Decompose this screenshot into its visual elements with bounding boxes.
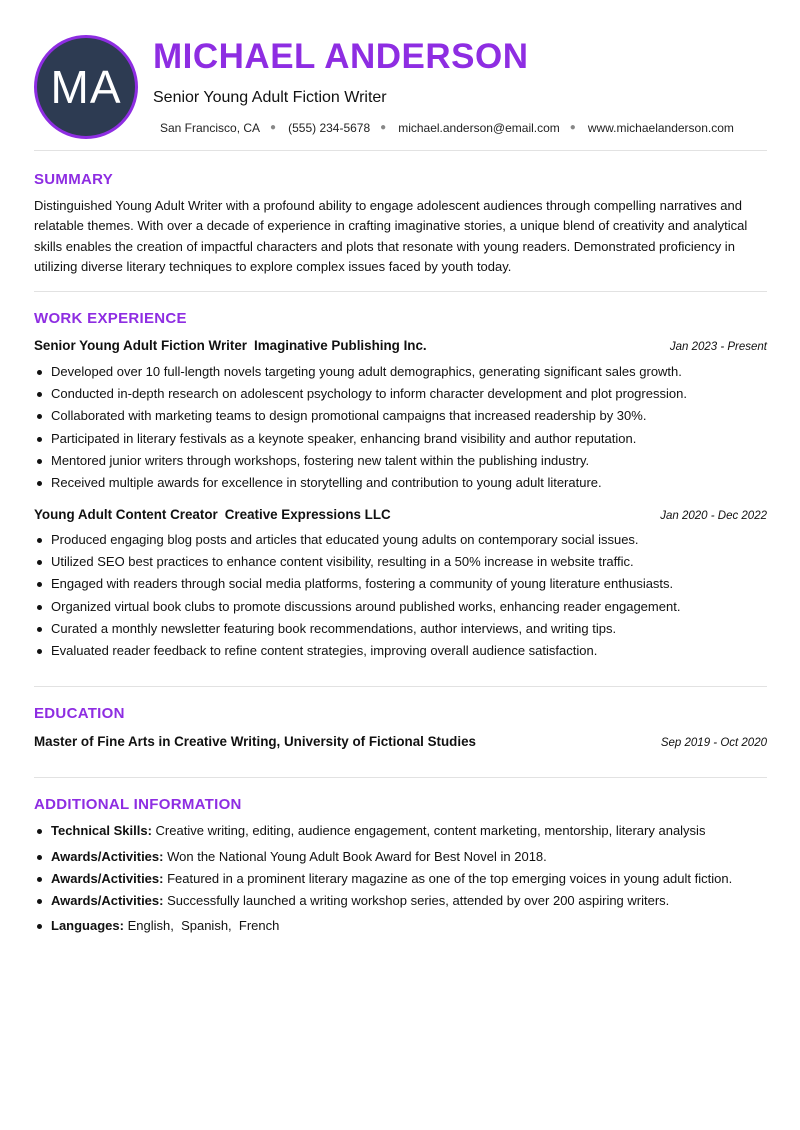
- job-bullets: [34, 363, 774, 496]
- list-item: Developed over 10 full-length novels targeting young adult demographics, generating significant sales growth.: [34, 363, 774, 385]
- contact-email[interactable]: michael.anderson@email.com: [398, 121, 560, 135]
- list-item: Participated in literary festivals as a keynote speaker, enhancing brand visibility and author reputation.: [34, 430, 774, 452]
- job-dates: Jan 2023 - Present: [669, 341, 767, 353]
- summary-text: Distinguished Young Adult Writer with a profound ability to engage adolescent audiences through compelling narratives and relatable themes. With over a decade of experience in crafting imaginative stories, a unique blend of creativity and analytical skills enables the creation of impactful characters and plots that resonate with young readers. Demonstrated proficiency in utilizing diverse literary techniques to explore complex issues faced by youth today.: [34, 198, 748, 274]
- job-role: Senior Young Adult Fiction Writer: [34, 338, 248, 353]
- info-value: English, Spanish, French: [127, 918, 280, 934]
- list-item: Mentored junior writers through workshops, fostering new talent within the publishing industry.: [34, 452, 774, 474]
- job-role: Young Adult Content Creator: [34, 507, 218, 522]
- summary-heading: SUMMARY: [34, 171, 114, 188]
- contact-location: San Francisco, CA: [160, 121, 261, 135]
- divider: [34, 686, 767, 687]
- info-value: Won the National Young Adult Book Award for Best Novel in 2018.: [167, 848, 547, 864]
- job-company: Creative Expressions LLC: [224, 507, 391, 522]
- candidate-name: MICHAEL ANDERSON: [153, 37, 529, 76]
- separator-dot-icon: ●: [270, 122, 277, 133]
- work-experience-heading: WORK EXPERIENCE: [34, 310, 187, 327]
- divider: [34, 150, 767, 151]
- info-value: Featured in a prominent literary magazine as one of the top emerging voices in young adult fiction.: [167, 870, 733, 886]
- info-value: Creative writing, editing, audience engagement, content marketing, mentorship, literary analysis: [155, 823, 706, 838]
- additional-info-heading: ADDITIONAL INFORMATION: [34, 796, 242, 813]
- list-item: Curated a monthly newsletter featuring book recommendations, author interviews, and writing tips.: [34, 620, 774, 642]
- contact-phone[interactable]: (555) 234-5678: [288, 121, 371, 135]
- list-item: Received multiple awards for excellence in storytelling and contribution to young adult literature.: [34, 474, 774, 496]
- job-title-company: [34, 506, 391, 524]
- info-label: Technical Skills:: [51, 823, 152, 838]
- contact-bar: [160, 120, 734, 136]
- divider: [34, 777, 767, 778]
- list-item: [34, 822, 774, 848]
- job-header: [34, 506, 767, 525]
- job-dates: Jan 2020 - Dec 2022: [660, 510, 767, 522]
- education-entry: [34, 733, 767, 752]
- job-company: Imaginative Publishing Inc.: [254, 338, 427, 353]
- info-label: Awards/Activities:: [51, 870, 164, 886]
- list-item: [34, 917, 774, 939]
- education-heading: EDUCATION: [34, 705, 125, 722]
- separator-dot-icon: ●: [569, 122, 576, 133]
- list-item: [34, 848, 774, 870]
- list-item: Collaborated with marketing teams to design promotional campaigns that increased readership by 30%.: [34, 407, 774, 429]
- additional-info-list: [34, 822, 774, 940]
- avatar: [34, 35, 138, 139]
- job-title-company: [34, 337, 427, 355]
- contact-website[interactable]: www.michaelanderson.com: [587, 121, 734, 135]
- education-dates: Sep 2019 - Oct 2020: [660, 737, 767, 749]
- list-item: Produced engaging blog posts and articles that educated young adults on contemporary social issues.: [34, 531, 774, 553]
- info-value: Successfully launched a writing workshop series, attended by over 200 aspiring writers.: [167, 892, 670, 908]
- list-item: [34, 870, 774, 892]
- divider: [34, 291, 767, 292]
- job-header: [34, 337, 767, 356]
- list-item: Utilized SEO best practices to enhance content visibility, resulting in a 50% increase in website traffic.: [34, 553, 774, 575]
- list-item: Engaged with readers through social media platforms, fostering a community of young literature enthusiasts.: [34, 575, 774, 597]
- list-item: Organized virtual book clubs to promote discussions around published works, enhancing reader engagement.: [34, 598, 774, 620]
- list-item: [34, 892, 774, 918]
- job-bullets: [34, 531, 774, 664]
- avatar-initials: MA: [50, 61, 122, 113]
- info-label: Languages:: [51, 918, 124, 934]
- info-label: Awards/Activities:: [51, 848, 164, 864]
- info-label: Awards/Activities:: [51, 892, 164, 908]
- separator-dot-icon: ●: [380, 122, 387, 133]
- list-item: Evaluated reader feedback to refine content strategies, improving overall audience satisfaction.: [34, 642, 774, 664]
- list-item: Conducted in-depth research on adolescent psychology to inform character development and plot progression.: [34, 385, 774, 407]
- candidate-title: Senior Young Adult Fiction Writer: [153, 89, 387, 106]
- education-degree: Master of Fine Arts in Creative Writing, University of Fictional Studies: [34, 734, 476, 749]
